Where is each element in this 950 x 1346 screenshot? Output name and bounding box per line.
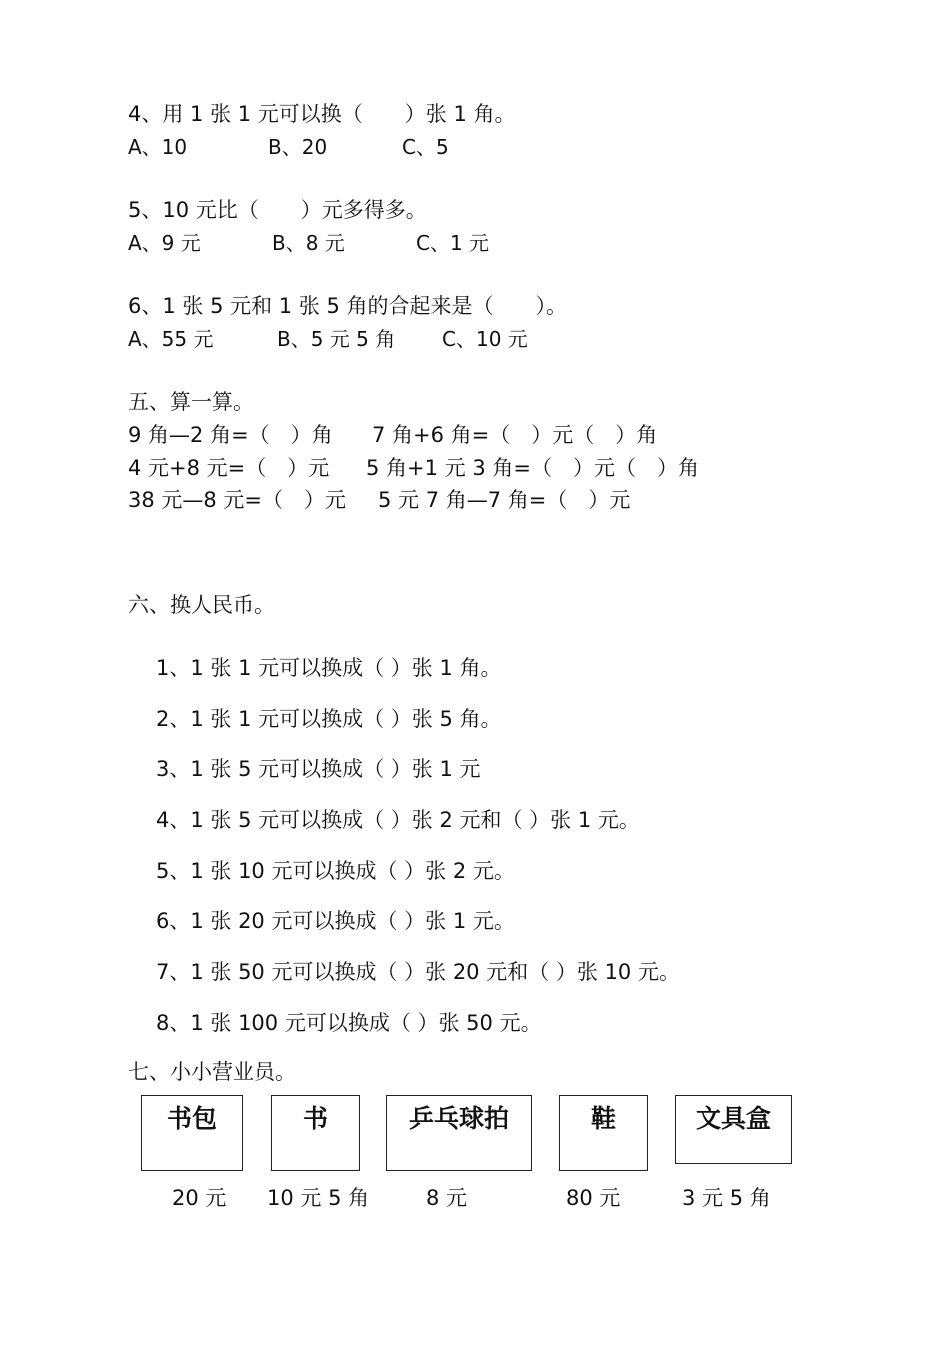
- q5-option-c: C、1 元: [416, 231, 490, 255]
- goods-name: 书包: [166, 1104, 217, 1133]
- goods-name: 书: [302, 1104, 328, 1133]
- goods-box-pencil-case: [675, 1095, 792, 1164]
- exchange-item-6: 6、1 张 20 元可以换成（ ）张 1 元。: [156, 909, 515, 933]
- question-6: 6、1 张 5 元和 1 张 5 角的合起来是（ ）。: [128, 294, 568, 318]
- goods-box-schoolbag: [141, 1095, 243, 1171]
- q5-option-b: B、8 元: [272, 231, 345, 255]
- q4-option-c: C、5: [402, 135, 449, 159]
- goods-price-book: 10 元 5 角: [267, 1186, 370, 1210]
- q6-option-c: C、10 元: [442, 327, 528, 351]
- calc-1a: 9 角—2 角=（ ）角: [128, 423, 333, 447]
- section-7-title: 七、小小营业员。: [128, 1060, 296, 1084]
- exchange-item-3: 3、1 张 5 元可以换成（ ）张 1 元: [156, 757, 481, 781]
- goods-name: 鞋: [590, 1104, 616, 1133]
- q4-option-b: B、20: [268, 135, 328, 159]
- goods-box-book: [271, 1095, 360, 1171]
- goods-price-schoolbag: 20 元: [172, 1186, 227, 1210]
- calc-3a: 38 元—8 元=（ ）元: [128, 488, 347, 512]
- q4-option-a: A、10: [128, 135, 188, 159]
- question-4: 4、用 1 张 1 元可以换（ ）张 1 角。: [128, 102, 516, 126]
- goods-price-shoes: 80 元: [566, 1186, 621, 1210]
- goods-name: 文具盒: [695, 1104, 771, 1133]
- goods-price-ping-pong-paddle: 8 元: [426, 1186, 468, 1210]
- exchange-item-1: 1、1 张 1 元可以换成（ ）张 1 角。: [156, 656, 502, 680]
- exchange-item-2: 2、1 张 1 元可以换成（ ）张 5 角。: [156, 707, 502, 731]
- question-5: 5、10 元比（ ）元多得多。: [128, 198, 427, 222]
- calc-2b: 5 角+1 元 3 角=（ ）元（ ）角: [366, 456, 699, 480]
- goods-box-ping-pong-paddle: [386, 1095, 532, 1171]
- exchange-item-4: 4、1 张 5 元可以换成（ ）张 2 元和（ ）张 1 元。: [156, 808, 640, 832]
- goods-box-shoes: [559, 1095, 648, 1171]
- q6-option-a: A、55 元: [128, 327, 214, 351]
- goods-price-pencil-case: 3 元 5 角: [682, 1186, 771, 1210]
- section-6-title: 六、换人民币。: [128, 593, 275, 617]
- section-5-title: 五、算一算。: [128, 390, 254, 414]
- exchange-item-8: 8、1 张 100 元可以换成（ ）张 50 元。: [156, 1011, 542, 1035]
- goods-name: 乒乓球拍: [408, 1104, 509, 1133]
- q5-option-a: A、9 元: [128, 231, 201, 255]
- calc-2a: 4 元+8 元=（ ）元: [128, 456, 330, 480]
- exchange-item-5: 5、1 张 10 元可以换成（ ）张 2 元。: [156, 859, 515, 883]
- calc-3b: 5 元 7 角—7 角=（ ）元: [378, 488, 631, 512]
- calc-1b: 7 角+6 角=（ ）元（ ）角: [372, 423, 658, 447]
- exchange-item-7: 7、1 张 50 元可以换成（ ）张 20 元和（ ）张 10 元。: [156, 960, 680, 984]
- q6-option-b: B、5 元 5 角: [277, 327, 396, 351]
